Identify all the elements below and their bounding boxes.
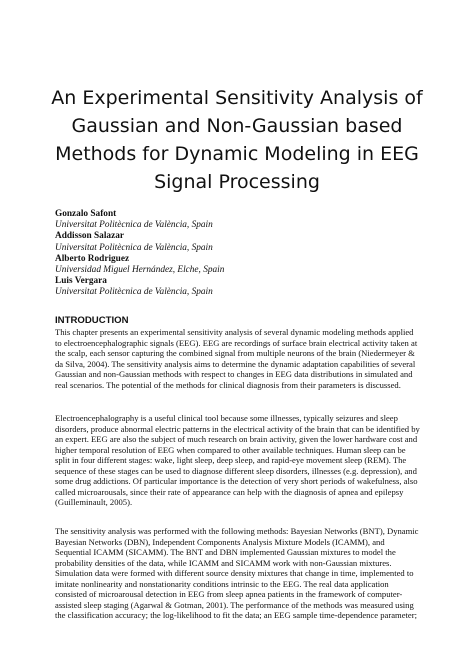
author-affiliation: Universidad Miguel Hernández, Elche, Spain xyxy=(55,265,225,276)
title-line: An Experimental Sensitivity Analysis of xyxy=(51,87,423,109)
paragraph xyxy=(55,526,430,621)
text-line: Gaussian and non-Gaussian methods with respect to changes in EEG data distributions in simulated and xyxy=(55,369,413,379)
paper-title xyxy=(20,84,454,196)
text-line: Bayesian Networks (DBN), Independent Components Analysis Mixture Models (ICAMM), and xyxy=(55,536,385,547)
text-line: split in four different stages: wake, light sleep, deep sleep, and rapid-eye movement sleep (REM). The xyxy=(55,455,407,465)
text-line: The sensitivity analysis was performed with the following methods: Bayesian Networks (BNT), Dynamic xyxy=(55,526,419,536)
section-heading: INTRODUCTION xyxy=(55,315,129,326)
text-line: This chapter presents an experimental sensitivity analysis of several dynamic modeling methods applied xyxy=(55,327,414,337)
author-affiliation: Universitat Politècnica de València, Spain xyxy=(55,220,213,231)
text-line: the classification accuracy; the log-likelihood to fit the data; an EEG sample time-dependence parameter; xyxy=(55,610,417,620)
text-line: consisted of microarousal detection in EEG from sleep apnea patients in the framework of computer- xyxy=(55,589,403,599)
author-name: Alberto Rodriguez xyxy=(55,253,130,264)
paragraph xyxy=(55,327,430,390)
text-line: Sequential ICAMM (SICAMM). The BNT and DBN implemented Gaussian mixtures to model the xyxy=(55,547,396,557)
text-line: (Guilleminault, 2005). xyxy=(55,497,133,507)
text-line: the scalp, each sensor capturing the combined signal from multiple neurons of the brain (Niedermeyer & xyxy=(55,348,415,358)
text-line: some drug addictions. Of particular importance is the detection of very short periods of wakefulness, also xyxy=(55,476,418,486)
title-line: Gaussian and Non-Gaussian based xyxy=(71,115,403,137)
author-name: Gonzalo Safont xyxy=(55,209,117,219)
text-line: da Silva, 2004). The sensitivity analysis aims to determine the dynamic adaptation capabilities of several xyxy=(55,358,416,369)
author-affiliation: Universitat Politècnica de València, Spain xyxy=(55,287,213,298)
text-line: sequence of these stages can be used to diagnose different sleep disorders, illnesses (e.g. depression), and xyxy=(55,465,417,476)
author-affiliation: Universitat Politècnica de València, Spain xyxy=(55,242,213,253)
author-name: Luis Vergara xyxy=(55,276,107,287)
author-list xyxy=(55,209,435,299)
title-line: Signal Processing xyxy=(154,171,320,193)
text-line: real scenarios. The potential of the methods for clinical diagnosis from their parameters is discussed. xyxy=(55,379,401,390)
text-line: disorders, produce abnormal electric patterns in the electrical activity of the brain that can be identified by xyxy=(55,423,420,434)
text-line: imitate nonlinearity and nonstationarity conditions intrinsic to the EEG. The real data application xyxy=(55,578,389,589)
text-line: Electroencephalography is a useful clinical tool because some illnesses, typically seizures and sleep xyxy=(55,413,398,423)
text-line: higher temporal resolution of EEG when compared to other available techniques. Human sleep can be xyxy=(55,444,406,455)
text-line: to electroencephalographic signals (EEG). EEG are recordings of surface brain electrical activity taken at xyxy=(55,337,418,348)
paragraph xyxy=(55,413,430,508)
text-line: assisted sleep staging (Agarwal & Gotman, 2001). The performance of the methods was measured using xyxy=(55,599,414,610)
title-line: Methods for Dynamic Modeling in EEG xyxy=(55,143,419,165)
text-line: an expert. EEG are also the subject of much research on brain activity, given the lower hardware cost and xyxy=(55,434,418,444)
text-line: probability densities of the data, while ICAMM and SICAMM work with non-Gaussian mixtures. xyxy=(55,557,392,568)
text-line: Simulation data were formed with different source density mixtures that change in time, implemented to xyxy=(55,568,414,578)
text-line: called microarousals, since their rate of appearance can help with the diagnosis of apnea and epilepsy xyxy=(55,486,404,497)
author-name: Addisson Salazar xyxy=(55,231,124,242)
